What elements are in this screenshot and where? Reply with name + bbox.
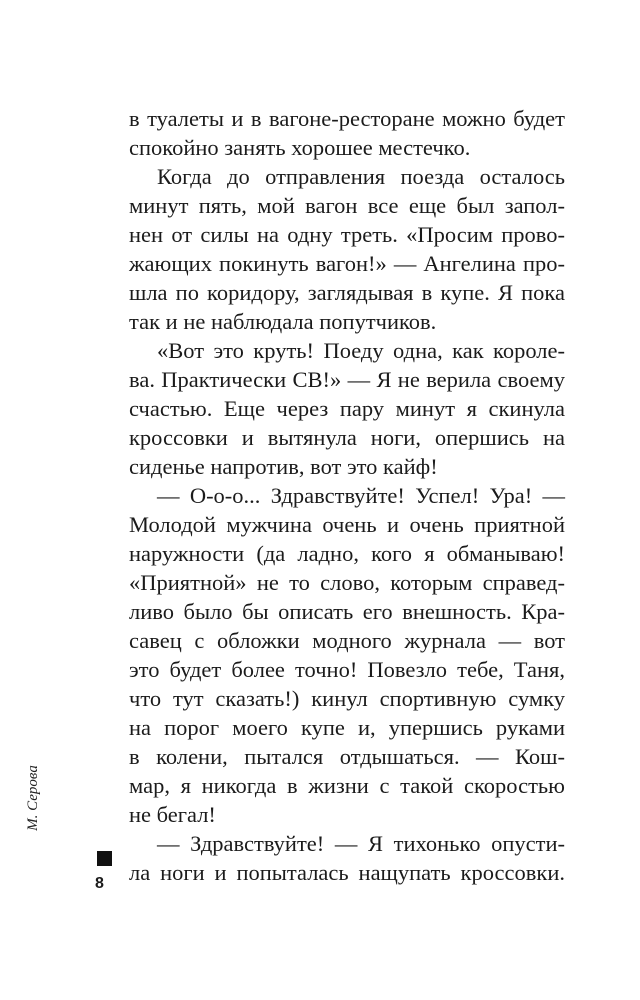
text-line: савец с обложки модного журнала — вот: [129, 628, 565, 653]
text-line: не бегал!: [129, 802, 216, 827]
text-line: наружности (да ладно, кого я обманываю!: [129, 541, 565, 566]
text-line: сиденье напротив, вот это кайф!: [129, 454, 438, 479]
text-line: нен от силы на одну треть. «Просим прово-: [129, 222, 565, 247]
text-line: «Вот это круть! Поеду одна, как короле-: [157, 338, 565, 363]
text-line: Молодой мужчина очень и очень приятной: [129, 512, 565, 537]
section-square-marker: [97, 851, 112, 866]
text-line: минут пять, мой вагон все еще был запол-: [129, 193, 565, 218]
text-line: спокойно занять хорошее местечко.: [129, 135, 471, 160]
text-line: кроссовки и вытянула ноги, опершись на: [129, 425, 565, 450]
text-line: что тут сказать!) кинул спортивную сумку: [129, 686, 565, 711]
text-line: так и не наблюдала попутчиков.: [129, 309, 437, 334]
author-sidebar-label: М. Серова: [25, 765, 41, 831]
text-line: счастью. Еще через пару минут я скинула: [129, 396, 565, 421]
text-line: ливо было бы описать его внешность. Кра-: [129, 599, 565, 624]
text-line: в туалеты и в вагоне-ресторане можно будет: [129, 106, 565, 131]
text-line: «Приятной» не то слово, которым справед-: [129, 570, 565, 595]
text-line: мар, я никогда в жизни с такой скоростью: [129, 773, 565, 798]
page-number: 8: [95, 875, 104, 892]
text-line: — О-о-о... Здравствуйте! Успел! Ура! —: [157, 483, 565, 508]
text-line: ла ноги и попыталась нащупать кроссовки.: [129, 860, 565, 885]
text-line: ва. Практически СВ!» — Я не верила своему: [129, 367, 565, 392]
text-line: шла по коридору, заглядывая в купе. Я пока: [129, 280, 565, 305]
body-text: [129, 104, 565, 887]
text-line: это будет более точно! Повезло тебе, Таня,: [129, 657, 565, 682]
text-line: на порог моего купе и, упершись руками: [129, 715, 565, 740]
text-line: Когда до отправления поезда осталось: [157, 164, 565, 189]
text-line: в колени, пытался отдышаться. — Кош-: [129, 744, 565, 769]
text-line: — Здравствуйте! — Я тихонько опусти-: [157, 831, 565, 856]
text-line: жающих покинуть вагон!» — Ангелина про-: [129, 251, 565, 276]
